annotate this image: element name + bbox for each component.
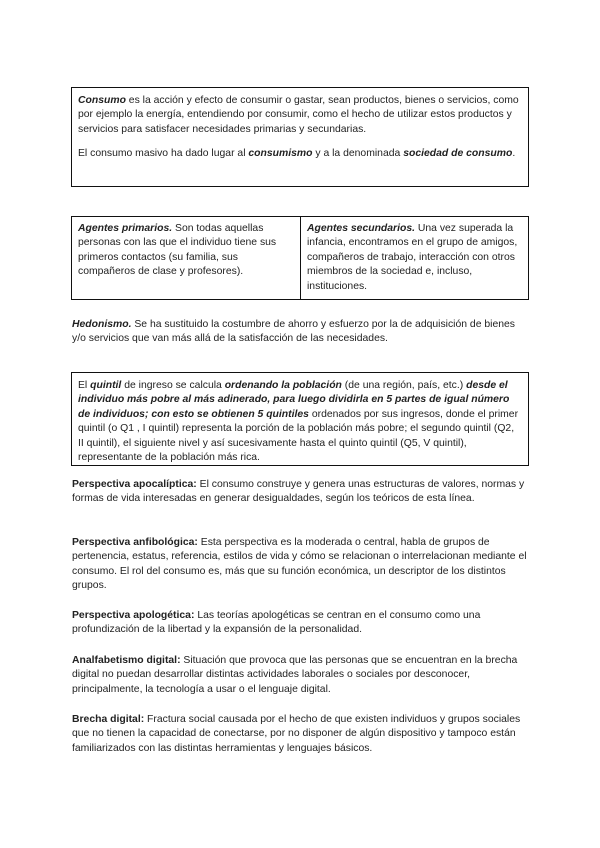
definition-text: Situación que provoca que las personas que se encuentran en la brecha digital no puedan desarrollar distintas actividades laborales o sociales por desconocer, principalmente, la tecnología a usar o el lenguaje digital. <box>72 655 518 695</box>
consumo-term: Consumo <box>78 95 126 106</box>
quintil-definition-box <box>71 372 529 466</box>
sociedad-de-consumo-term: sociedad de consumo <box>403 148 513 160</box>
definition-term: Perspectiva apocalíptica: <box>72 479 197 490</box>
agentes-table <box>71 216 529 300</box>
definition-term: Brecha digital: <box>72 714 145 725</box>
definition-term: Perspectiva anfibológica: <box>72 537 198 548</box>
consumismo-text-2: y a la denominada <box>312 148 404 160</box>
definition-text: Esta perspectiva es la moderada o central, habla de grupos de pertenencia, estatus, referencia, estilos de vida y cómo se relacionan o interrelacionan mediante el consumo. El rol del consumo es, más que su función económica, un descriptor de los distintos grupos. <box>72 537 527 592</box>
consumo-text: es la acción y efecto de consumir o gastar, sean productos, bienes o servicios, como por ejemplo la energía, entendiendo por consumir, como el hecho de utilizar estos productos y servicios para satisfacer necesidades primarias y secundarias. <box>78 95 519 135</box>
consumo-paragraph <box>78 94 522 137</box>
agentes-secundarios-cell <box>300 217 528 299</box>
definition-paragraph <box>72 609 528 638</box>
consumismo-paragraph <box>78 147 522 161</box>
quintil-text-1: El <box>78 380 91 391</box>
consumo-definition-box <box>71 87 529 187</box>
quintil-text-3: (de una región, país, etc.) <box>341 380 467 391</box>
quintil-text-4: ordenados por sus ingresos, donde el primer quintil (o Q1 , I quintil) representa la porción de la población más pobre; el segundo quintil (Q2, II quintil), el siguiente nivel y así sucesivamente hasta el quinto quintil (Q5, V quintil), representante de la población más rica. <box>78 408 519 464</box>
definition-term: Analfabetismo digital: <box>72 655 181 666</box>
agentes-primarios-text: Son todas aquellas personas con las que el individuo tiene sus primeros contactos (su familia, sus compañeros de clase y profesores). <box>78 223 277 278</box>
quintil-text-2: de ingreso se calcula <box>121 380 225 391</box>
definition-term: Perspectiva apologética: <box>72 610 195 621</box>
hedonismo-text: Se ha sustituido la costumbre de ahorro y esfuerzo por la de adquisición de bienes y/o servicios que van más allá de la satisfacción de las necesidades. <box>72 319 515 345</box>
definition-paragraph <box>72 713 528 756</box>
hedonismo-paragraph <box>72 318 528 347</box>
ordenando-term: ordenando la población <box>224 380 342 391</box>
definition-text: El consumo construye y genera unas estructuras de valores, normas y formas de vida interesadas en generar desigualdades, según los teóricos de esta línea. <box>72 479 525 505</box>
agentes-primarios-cell <box>72 217 300 299</box>
quintiles-term: desde el individuo más pobre al más adinerado, para luego dividirla en 5 partes de igual número de individuos; con esto se obtienen 5 quintiles <box>78 380 510 420</box>
definition-paragraph <box>72 478 528 507</box>
agentes-secundarios-term: Agentes secundarios. <box>307 223 415 234</box>
consumismo-text-3: . <box>512 148 516 160</box>
definition-paragraph <box>72 536 528 594</box>
agentes-primarios-term: Agentes primarios. <box>78 223 173 234</box>
definition-paragraph <box>72 654 528 697</box>
consumismo-term: consumismo <box>248 148 313 160</box>
quintil-term: quintil <box>90 380 122 391</box>
definition-text: Fractura social causada por el hecho de que existen individuos y grupos sociales que no tienen la capacidad de conectarse, por no disponer de algún dispositivo y tampoco están familiarizados con las distintas herramientas y lenguajes básicos. <box>72 714 521 754</box>
hedonismo-term: Hedonismo. <box>72 319 132 330</box>
consumismo-text-1: El consumo masivo ha dado lugar al <box>78 148 249 160</box>
definition-text: Las teorías apologéticas se centran en el consumo como una profundización de la libertad y la expansión de la personalidad. <box>72 610 481 636</box>
agentes-secundarios-text: Una vez superada la infancia, encontramos en el grupo de amigos, compañeros de trabajo, interacción con otros miembros de la sociedad e, incluso, instituciones. <box>307 223 518 292</box>
